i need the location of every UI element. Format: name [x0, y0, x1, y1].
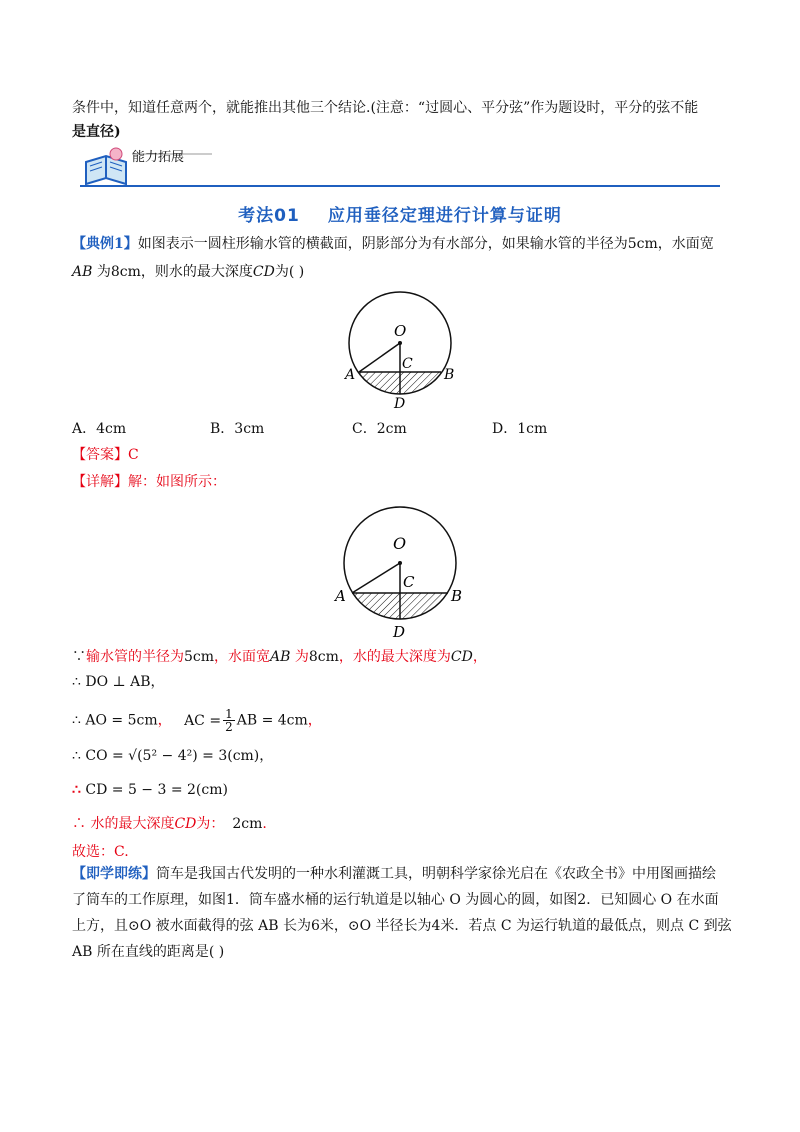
- segment-oa: [359, 343, 400, 372]
- s6-text-b: 为：: [196, 816, 225, 832]
- s1-text-b: ，水面宽: [214, 649, 271, 665]
- s3-end-comma: ，: [307, 712, 322, 729]
- s6-cd: CD: [174, 816, 197, 832]
- practice-line-3: 上方，且⊙O 被水面截得的弦 AB 长为6米，⊙O 半径长为4米．若点 C 为运行轨道的最低点，则点 C 到弦: [72, 918, 732, 934]
- s5-cd: CD = 5 − 3 = 2(cm): [80, 782, 228, 798]
- option-c-key: C．: [352, 421, 377, 437]
- label-b: B: [444, 367, 455, 383]
- example-cd: CD: [252, 264, 275, 280]
- detail-label: 【详解】: [72, 474, 128, 490]
- intro-line-2: 是直径): [72, 124, 121, 140]
- example-text-1: 如图表示一圆柱形输水管的横截面，阴影部分为有水部分，如果输水管的半径为: [137, 236, 628, 252]
- solution-line-1: [72, 647, 487, 667]
- solution-line-6: [72, 814, 267, 834]
- s6-value: 2cm: [232, 816, 263, 832]
- s3-ao: ∴ AO = 5cm: [72, 712, 158, 729]
- option-b-key: B．: [210, 421, 235, 437]
- answer-value: C: [128, 447, 139, 463]
- solution-line-3: [72, 708, 322, 733]
- ability-label: 能力拓展: [132, 150, 185, 165]
- example-ab: AB: [72, 264, 93, 280]
- fraction-numerator: 1: [225, 707, 233, 721]
- fraction-half: [223, 708, 235, 733]
- segment-oa-2: [352, 563, 400, 593]
- choice-line: 故选：C.: [72, 844, 129, 860]
- practice-tag: 【即学即练】: [72, 866, 156, 882]
- section-code: 考法01: [238, 206, 300, 226]
- pipe-figure-2: [325, 505, 475, 641]
- s1-radius: 5cm: [184, 649, 215, 665]
- option-d[interactable]: [492, 418, 547, 438]
- s3-ab: AB = 4cm: [236, 712, 308, 729]
- s1-text-d: ，水的最大深度为: [338, 649, 451, 665]
- label-o: O: [394, 322, 407, 340]
- label-d-2: D: [393, 623, 406, 641]
- option-c[interactable]: [352, 418, 407, 438]
- s6-period: .: [262, 816, 267, 832]
- label-c-2: C: [403, 573, 415, 591]
- example-width: 8cm: [110, 264, 141, 280]
- example-text-1b: ，水面宽: [657, 236, 714, 252]
- s1-text-a: 输水管的半径为: [86, 649, 184, 665]
- option-b[interactable]: [210, 418, 264, 438]
- s1-width: 8cm: [308, 649, 339, 665]
- practice-text-1: 筒车是我国古代发明的一种水利灌溉工具，明朝科学家徐光启在《农政全书》中用图画描绘: [156, 866, 716, 882]
- s1-text-c: 为: [290, 649, 309, 665]
- because-symbol: ∵: [72, 649, 86, 665]
- solution-line-4: ∴ CO = √(5² − 4²) = 3(cm)，: [72, 748, 274, 764]
- s1-ab: AB: [270, 649, 291, 665]
- s6-text-a: ∴ 水的最大深度: [72, 816, 175, 832]
- fraction-denominator: 2: [225, 720, 233, 734]
- practice-line-4: AB 所在直线的距离是( ): [72, 944, 225, 960]
- pipe-figure-1: [330, 290, 470, 414]
- example-text-2a: 为: [92, 264, 111, 280]
- example-radius: 5cm: [627, 236, 658, 252]
- intro-line-1: 条件中，知道任意两个，就能推出其他三个结论.(注意：“过圆心、平分弦”作为题设时，平分的弦不能: [72, 100, 699, 116]
- label-c: C: [402, 356, 413, 372]
- therefore-symbol: ∴: [72, 782, 81, 798]
- option-d-value: 1cm: [517, 421, 548, 437]
- section-title: [0, 201, 800, 226]
- s3-ac: AC =: [184, 712, 222, 729]
- solution-line-2: ∴ DO ⊥ AB，: [72, 674, 165, 690]
- label-d: D: [394, 396, 406, 412]
- detail-text: 解：如图所示：: [128, 474, 226, 490]
- example-text-2c: 为( ): [274, 264, 305, 280]
- example-line-2: [72, 262, 304, 282]
- option-c-value: 2cm: [376, 421, 407, 437]
- option-d-key: D．: [492, 421, 518, 437]
- s3-comma: ，: [157, 712, 172, 729]
- answer-label: 【答案】: [72, 447, 128, 463]
- label-a-2: A: [335, 587, 346, 605]
- practice-line-2: 了筒车的工作原理，如图1．筒车盛水桶的运行轨道是以轴心 O 为圆心的圆，如图2．已知圆心 O 在水面: [72, 892, 719, 908]
- option-b-value: 3cm: [234, 421, 265, 437]
- option-a-key: A．: [72, 421, 97, 437]
- s1-text-e: ，: [472, 649, 487, 665]
- answer-line: [72, 445, 139, 465]
- detail-line: [72, 472, 226, 492]
- section-title-text: 应用垂径定理进行计算与证明: [327, 206, 562, 226]
- solution-line-5: [72, 780, 228, 800]
- example-text-2b: ，则水的最大深度: [140, 264, 253, 280]
- label-b-2: B: [451, 587, 463, 605]
- example-tag: 【典例1】: [72, 236, 138, 252]
- example-line-1: [72, 234, 714, 254]
- option-a[interactable]: [72, 418, 126, 438]
- option-a-value: 4cm: [96, 421, 127, 437]
- s1-cd: CD: [450, 649, 473, 665]
- practice-line-1: [72, 864, 716, 884]
- label-a: A: [345, 367, 356, 383]
- label-o-2: O: [393, 534, 407, 553]
